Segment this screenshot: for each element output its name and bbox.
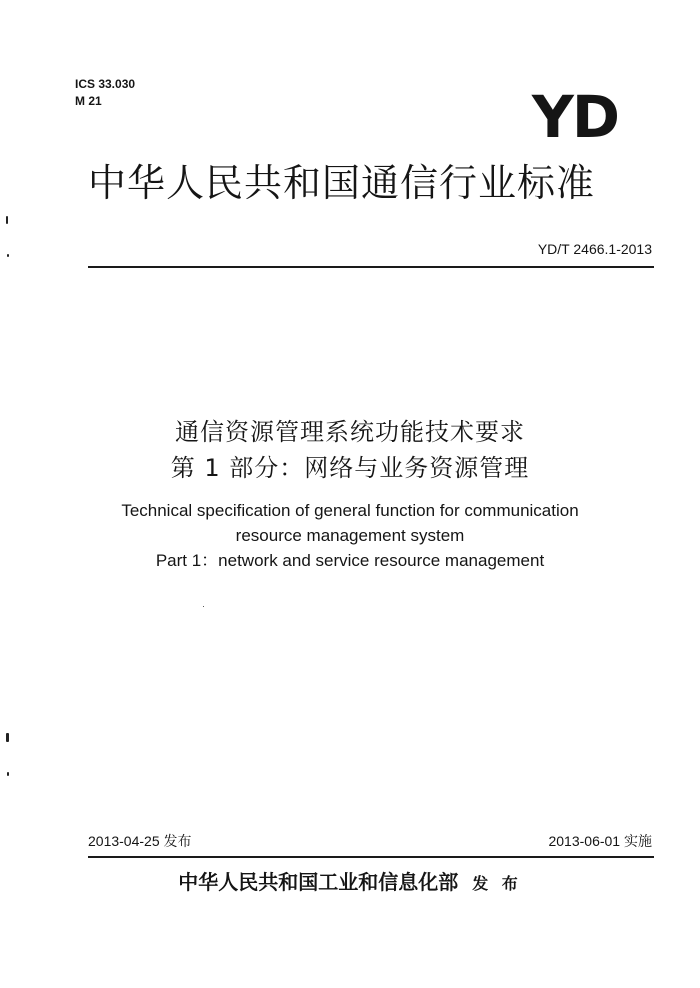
scan-speck bbox=[203, 606, 204, 607]
document-title-en-line3: Part 1：network and service resource management bbox=[155, 551, 545, 570]
standard-number: YD/T 2466.1-2013 bbox=[537, 241, 652, 257]
footer-divider bbox=[88, 856, 654, 858]
document-title-zh-line1: 通信资源管理系统功能技术要求 bbox=[175, 418, 525, 446]
document-title-en-line2: resource management system bbox=[235, 526, 465, 545]
ics-code: ICS 33.030 bbox=[75, 77, 136, 91]
implement-date: 2013-06-01 实施 bbox=[548, 833, 652, 849]
issuer-line bbox=[0, 867, 700, 899]
category-code: M 21 bbox=[75, 94, 102, 108]
scan-speck bbox=[7, 772, 9, 776]
scan-speck bbox=[7, 254, 9, 257]
publish-date: 2013-04-25 发布 bbox=[88, 833, 192, 849]
header-divider bbox=[88, 266, 654, 268]
document-title-zh-line2: 第 1 部分：网络与业务资源管理 bbox=[170, 454, 530, 482]
classification-codes bbox=[75, 76, 135, 110]
issuer-suffix: 发 布 bbox=[472, 874, 522, 893]
issuer-name: 中华人民共和国工业和信息化部 bbox=[178, 870, 459, 894]
document-title-en-line1: Technical specification of general function for communication bbox=[121, 501, 579, 520]
yd-logo: YD bbox=[531, 83, 618, 151]
scan-speck bbox=[6, 216, 8, 224]
scan-speck bbox=[6, 733, 9, 742]
standard-title: 中华人民共和国通信行业标准 bbox=[88, 161, 596, 205]
